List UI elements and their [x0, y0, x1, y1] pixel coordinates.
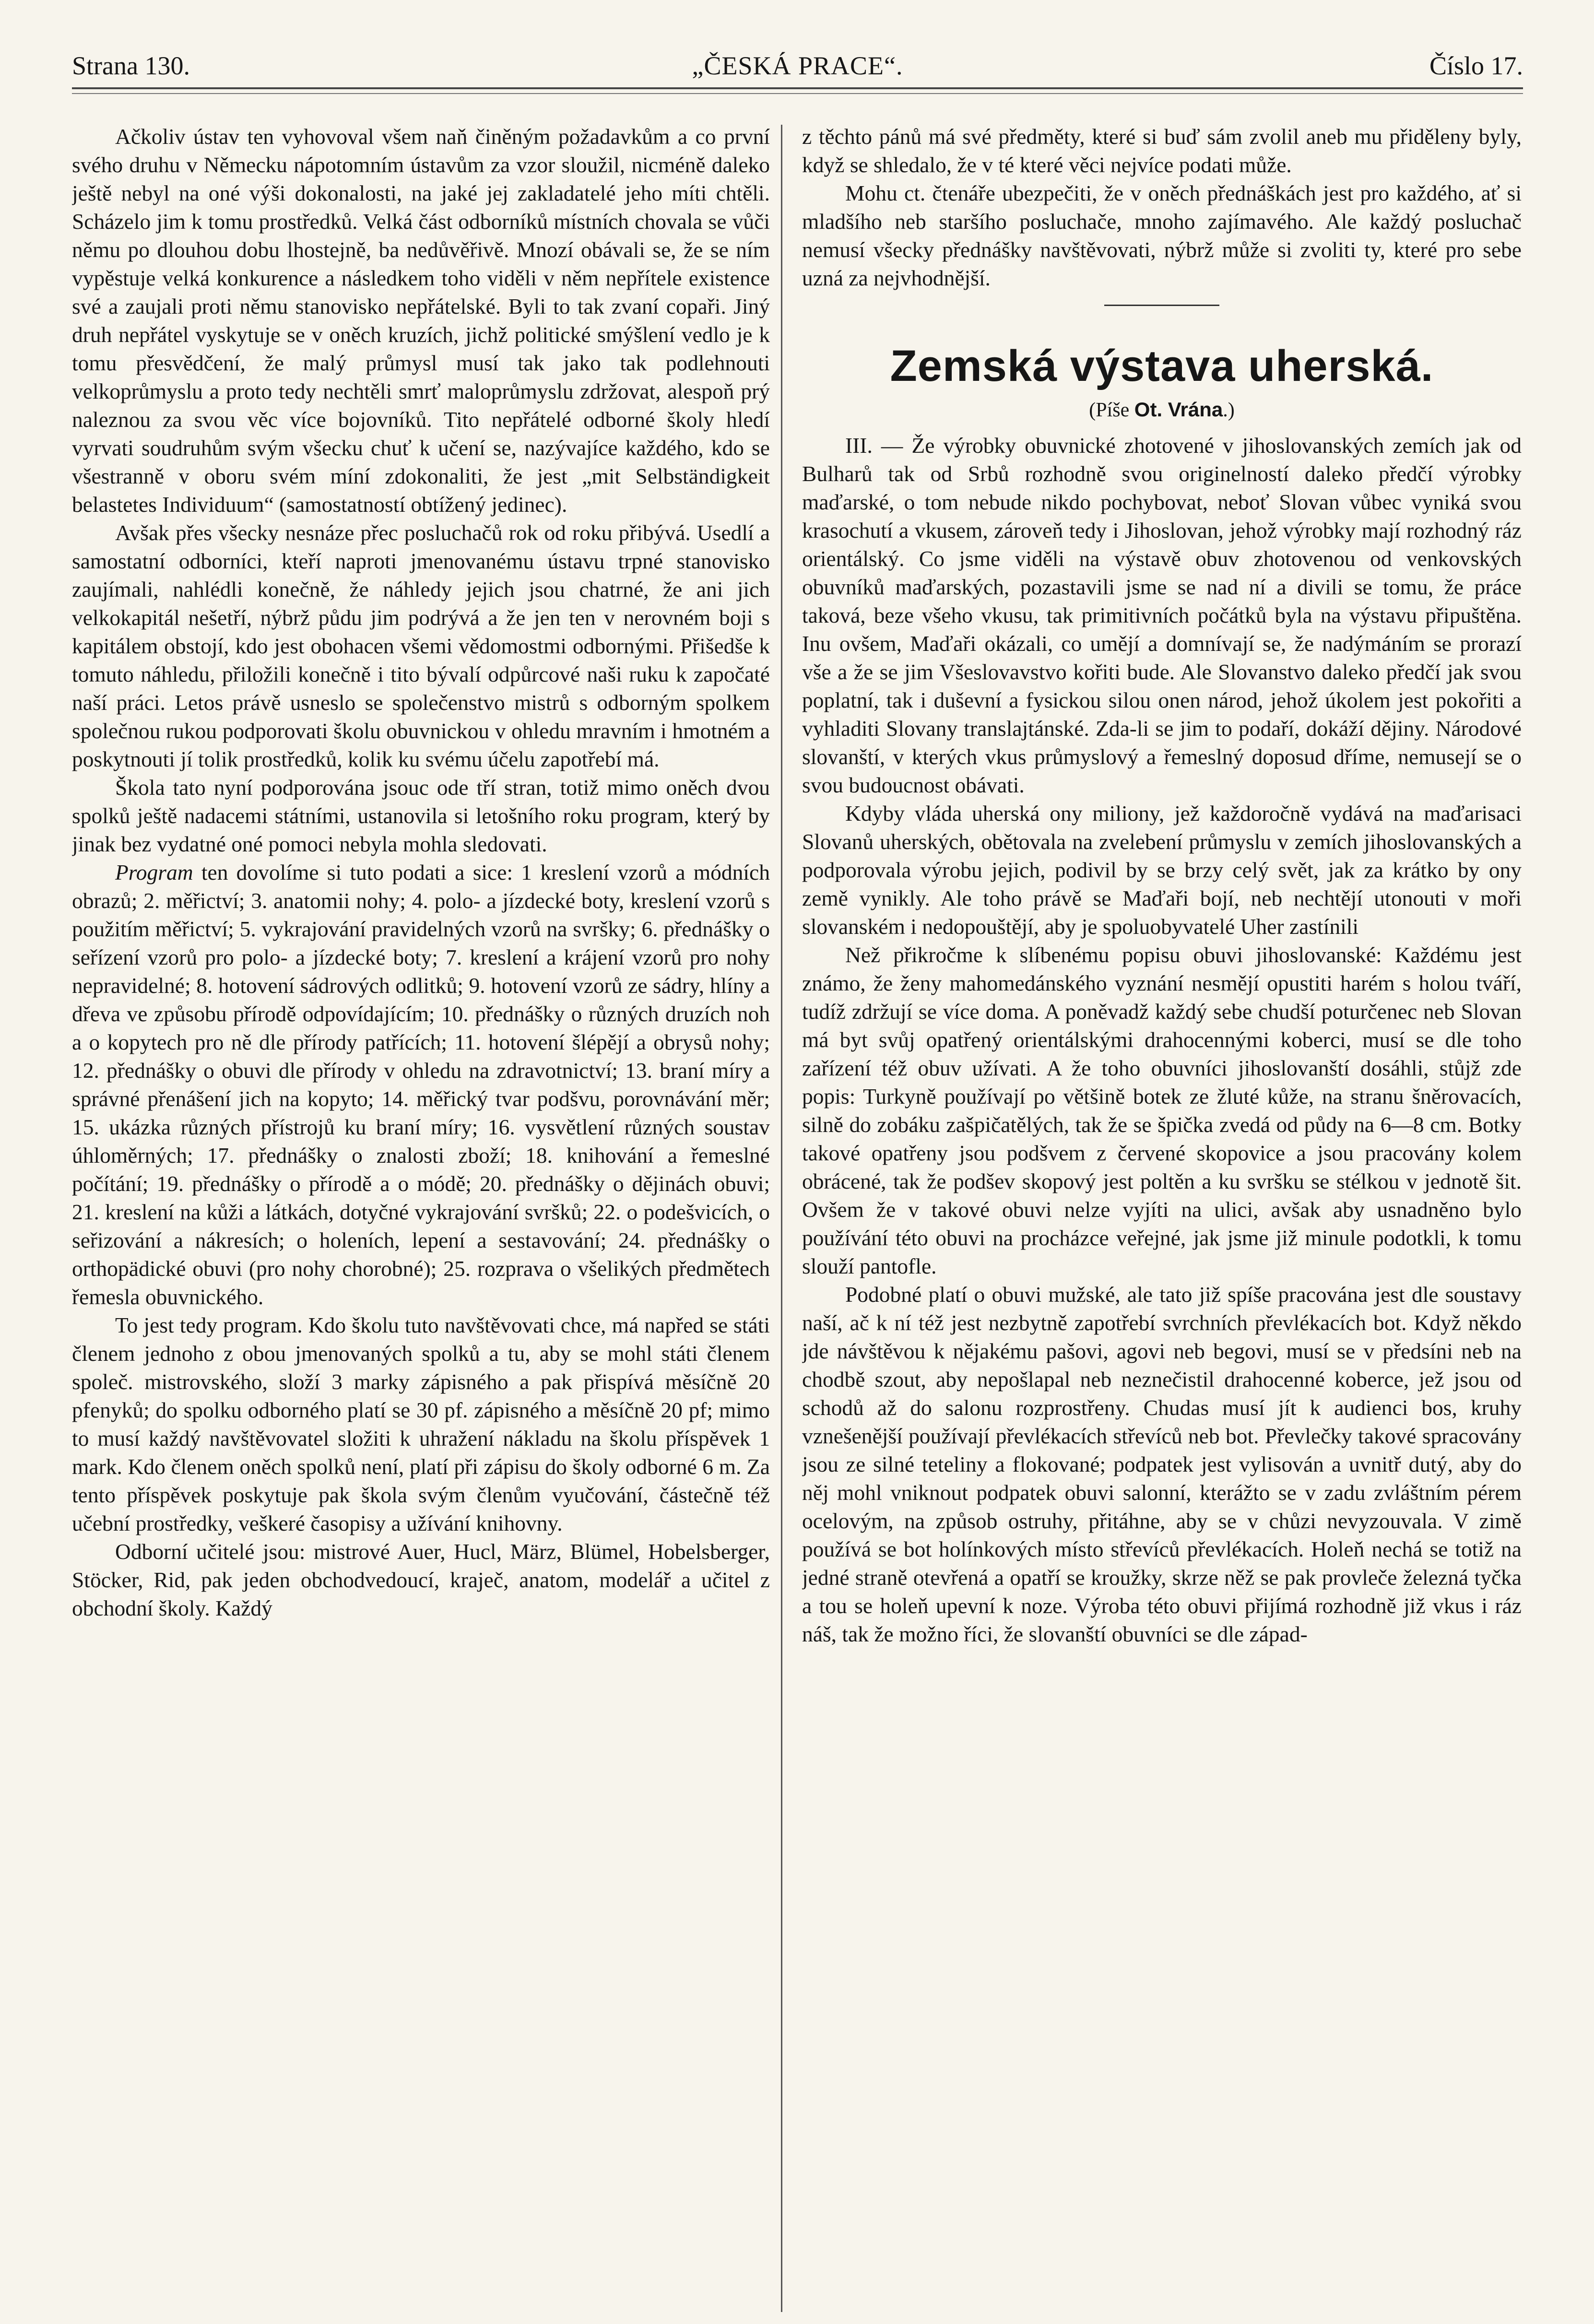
- paragraph: Avšak přes všecky nesnáze přec posluchačů rok od roku přibývá. Usedlí a samostatní odborníci, kteří naproti jmenovanému ústavu trpné stanovisko zaujímali, nahlédli konečně, že náhledy jejich jsou chatrné, že ani jich velkokapitál nešetří, nýbrž půdu jim podrývá a že jen ten v nerovném boji s kapitálem obstojí, kdo jest obohacen všemi vědomostmi odbornými. Přišedše k tomuto náhledu, přiložili konečně i tito bývalí odpůrcové naši ruku k započaté naší práci. Letos právě usneslo se společenstvo mistrů s odborným spolkem společnou rukou podporovati školu obuvnickou v ohledu mravním i hmotném a poskytnouti jí tolik prostředků, kolik ku svému účelu zapotřebí má.: [72, 520, 770, 771]
- publication-title: „ČESKÁ PRACE“.: [692, 51, 903, 80]
- issue-number: Číslo 17.: [1429, 51, 1523, 80]
- paragraph: Ačkoliv ústav ten vyhovoval všem naň činěným požadavkům a co první svého druhu v Německu nápotomním ústavům za vzor sloužil, nicméně daleko ještě nebyl na oné výši dokonalosti, na jaké jej zakladatelé jeho míti chtěli. Scházelo jim k tomu prostředků. Velká část odborníků místních chovala se vůči němu po dlouhou dobu lhostejně, ba nedůvěřivě. Mnozí obávali se, že se ním vypěstuje velká konkurence a následkem toho viděli v něm nepřítele existence své a zaujali proti němu stanovisko nepřátelské. Byli to tak zvaní copaři. Jiný druh nepřátel vyskytuje se v oněch kruzích, jichž politické smýšlení vedlo je k tomu přesvědčení, že malý průmysl musí tak jako tak podlehnouti velkoprůmyslu a proto tedy nechtěli smrť maloprůmyslu zdržovat, alespoň prý naleznou za svou věc více bojovníků. Tito nepřátelé odborné školy hledí vyrvati soudruhům svým všecku chuť k učení se, nazývajíce každého, kdo se všestranně v oboru svém míní zdokonaliti, že jest „mit Selbständigkeit belastetes Individuum“ (samostatností obtížený jedinec).: [72, 124, 770, 517]
- paragraph: Odborní učitelé jsou: mistrové Auer, Hucl, März, Blümel, Hobelsberger, Stöcker, Rid, pak jeden obchodvedoucí, kraječ, anatom, modelář a učitel z obchodní školy. Každý: [72, 1539, 770, 1620]
- article-byline: (Píše Ot. Vrána.): [1089, 398, 1235, 421]
- paragraph: Mohu ct. čtenáře ubezpečiti, že v oněch přednáškách jest pro každého, ať si mladšího neb staršího posluchače, mnoho zajímavého. Ale každý posluchač nemusí všecky přednášky navštěvovati, nýbrž může si zvoliti ty, které pro sebe uzná za nejvhodnější.: [802, 181, 1522, 290]
- page-number: Strana 130.: [72, 51, 190, 80]
- left-column: [72, 122, 770, 2310]
- header-rule-thick: [72, 87, 1523, 89]
- section-separator: [1104, 305, 1219, 306]
- author-name: Ot. Vrána: [1134, 398, 1223, 421]
- column-divider: [781, 125, 782, 2312]
- paragraph: Škola tato nyní podporována jsouc ode tří stran, totiž mimo oněch dvou spolků ještě nadacemi státními, ustanovila si letošního roku program, který by jinak bez vydatné oné pomoci nebyla mohla sledovati.: [72, 775, 770, 856]
- right-column: [802, 122, 1522, 2310]
- paragraph-program: [72, 858, 770, 1311]
- page-header: [72, 48, 1523, 84]
- article-title: Zemská výstava uherská.: [890, 342, 1434, 390]
- paragraph: Podobné platí o obuvi mužské, ale tato již spíše pracována jest dle soustavy naší, ač k ní též jest nezbytně zapotřebí svrchních převlékacích bot. Když někdo jde návštěvou k nějakému pašovi, agovi neb begovi, musí se v předsíni neb na chodbě szout, aby nepošlapal neb neznečistil drahocenné koberce, jež jsou od schodů až do salonu rozprostřeny. Chudas musí jít k audienci bos, kruhy vznešenější používají převlékacích střevíců neb bot. Převlečky takové spracovány jsou ze silné teteliny a flokované; podpatek jest vylisován a uvnitř dutý, aby do něj mohl vniknout podpatek obuvi salonní, kterážto se v zadu zvláštním pérem ocelovým, na způsob ostruhy, přitáhne, aby se v chůzi nevyzouvala. V zimě používá se bot holínkových místo střevíců převlékacích. Holeň nechá se totiž na jedné straně otevřená a opatří se kroužky, skrze něž se pak provleče železná tyčka a tou se holeň upevní k noze. Výroba této obuvi přijímá rozhodně již vkus i ráz náš, tak že možno říci, že slovanští obuvníci se dle západ-: [802, 1282, 1522, 1646]
- program-text: ten dovolíme si tuto podati a sice: 1 kreslení vzorů a módních obrazů; 2. měřictví; 3. anatomii nohy; 4. polo- a jízdecké boty, kreslení vzorů s použitím měřictví; 5. vykrajování pravidelných vzorů na svršky; 6. přednášky o seřízení vzorů pro polo- a jízdecké boty; 7. kreslení a krájení vzorů pro nohy nepravidelné; 8. hotovení sádrových odlitků; 9. hotovení vzorů ze sádry, hlíny a dřeva ve způsobu přírodě odpovídajícím; 10. přednášky o různých druzích noh a o kopytech pro ně dle přírody patřících; 11. hotovení šlépějí a obrysů nohy; 12. přednášky o obuvi dle přírody v ohledu na zdravotnictví; 13. braní míry a správné přenášení jich na kopyto; 14. měřický tvar podšvu, porovnávání měr; 15. ukázka různých přístrojů ku braní míry; 16. vysvětlení různých soustav úhloměrných; 17. přednášky o znalosti zboží; 18. knihování a řemeslné počítání; 19. přednášky o přírodě a o módě; 20. přednášky o dějinách obuvi; 21. kreslení na kůži a látkách, dotyčné vykrajování svršků; 22. o podešvicích, o seřizování a nákresích; o holeních, lepení a sestavování; 24. přednášky o orthopädické obuvi (pro nohy chorobné); 25. rozprava o všelikých předmětech řemesla obuvnického.: [72, 860, 770, 1309]
- paragraph: To jest tedy program. Kdo školu tuto navštěvovati chce, má napřed se státi členem jednoho z obou jmenovaných spolků a tu, aby se mohl státi členem společ. mistrovského, složí 3 marky zápisného a pak přispívá měsíčně 20 pfenyků; do spolku odborného platí se 30 pf. zápisného a měsíčně 20 pf; mimo to musí každý navštěvovatel složiti k uhražení nákladu na školu příspěvek 1 mark. Kdo členem oněch spolků není, platí při zápisu do školy odborné 6 m. Za tento příspěvek poskytuje pak škola svým členům vyučování, částečně též učební prostředky, veškeré časopisy a užívání knihovny.: [72, 1313, 770, 1535]
- paragraph-continued: z těchto pánů má své předměty, které si buď sám zvolil aneb mu přiděleny byly, když se shledalo, že v té které věci nejvíce podati může.: [802, 124, 1522, 177]
- paragraph: III. — Že výrobky obuvnické zhotovené v jihoslovanských zemích jak od Bulharů tak od Srbů rozhodně svou originelností daleko předčí výrobky maďarské, o tom nebude nikdo pochybovat, neboť Slovan vůbec vyniká svou krasochutí a vkusem, zároveň tedy i Jihoslovan, jehož výrobky mají rozhodný ráz orientálský. Co jsme viděli na výstavě obuv zhotovenou od venkovských obuvníků maďarských, pozastavili jsme se nad ní a divili se tomu, že práce taková, beze všeho vkusu, tak primitivních počátků byla na výstavu připuštěna. Inu ovšem, Maďaři okázali, co umějí a domnívají se, že nadýmáním se prorazí vše a že se jim Všeslovavstvo kořiti bude. Ale Slovanstvo daleko předčí jak svou poplatní, tak i duševní a fysickou silou onen národ, jehož úkolem jest pokořiti a vyhladiti Slovany translajtánské. Zda-li se jim to podaří, dokáží dějiny. Národové slovanští, v kterých vkus průmyslový a řemeslný doposud dříme, nemusejí se o svou budoucnost obávati.: [802, 433, 1522, 797]
- paragraph: Kdyby vláda uherská ony miliony, jež každoročně vydává na maďarisaci Slovanů uherských, obětovala na zvelebení průmyslu v zemích jihoslovanských a podporovala výrobu jejich, podivil by se brzy celý svět, jak za krátko by ony země vynikly. Ale toho právě se Maďaři bojí, neb nechtějí utonouti v moři slovanském i nedopouštějí, aby je spoluobyvatelé Uher zastínili: [802, 801, 1522, 939]
- program-lead: Program: [115, 860, 193, 885]
- paragraph: Než přikročme k slíbenému popisu obuvi jihoslovanské: Každému jest známo, že ženy mahomedánského vyznání nesmějí opustiti harém s holou tváří, tudíž zdržují se více doma. A poněvadž každý sebe chudší poturčenec neb Slovan má byt svůj opatřený orientálskými drahocennými koberci, musí se dle toho zařízení též obuv užívati. A že toho obuvníci jihoslovanští dosáhli, stůjž zde popis: Turkyně používají po většině botek ze žluté kůže, na stranu šněrovacích, silně do zobáku zašpičatělých, tak že se špička zvedá od půdy na 6—8 cm. Botky takové opatřeny jsou podšvem z červené skopovice a jsou pracovány kolem obrácené, tak že podšev skopový jest poltěn a ku svršku se stélkou v jednotě šit. Ovšem že v takové obuvi nelze vyjíti na ulici, avšak aby usnadněno bylo používání této obuvi na procházce veřejné, jak jsme již minule podotkli, k tomu slouží pantofle.: [802, 943, 1522, 1278]
- header-rule-thin: [72, 93, 1523, 94]
